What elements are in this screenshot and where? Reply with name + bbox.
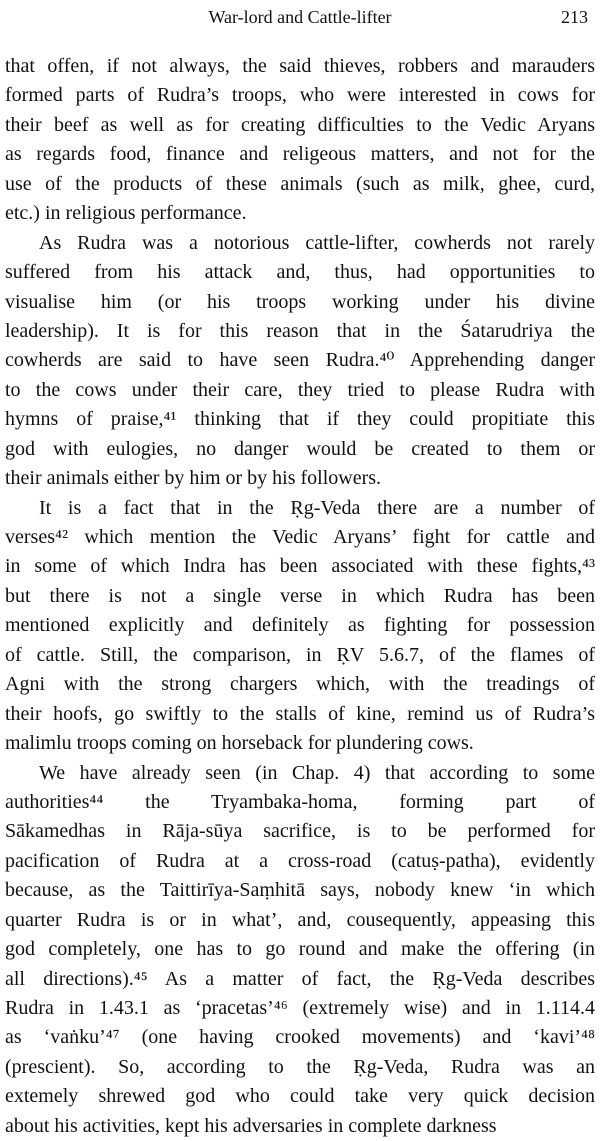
- text-line: mentioned explicitly and definitely as fighting for possession: [5, 611, 595, 640]
- paragraph: [5, 759, 595, 1141]
- text-line: formed parts of Rudra’s troops, who were interested in cows for: [5, 81, 595, 110]
- text-line: god with eulogies, no danger would be created to them or: [5, 435, 595, 464]
- text-line: that offen, if not always, the said thieves, robbers and marauders: [5, 52, 595, 81]
- page-number: 213: [561, 2, 588, 32]
- running-title: War-lord and Cattle-lifter: [0, 2, 600, 32]
- text-line: (prescient). So, according to the Ṛg-Veda, Rudra was an: [5, 1053, 595, 1082]
- text-line: We have already seen (in Chap. 4) that according to some: [5, 759, 595, 788]
- text-line: verses⁴² which mention the Vedic Aryans’ fight for cattle and: [5, 523, 595, 552]
- text-line: their hoofs, go swiftly to the stalls of kine, remind us of Rudra’s: [5, 700, 595, 729]
- text-line: Rudra in 1.43.1 as ‘pracetas’⁴⁶ (extremely wise) and in 1.114.4: [5, 994, 595, 1023]
- text-line: their animals either by him or by his followers.: [5, 464, 595, 493]
- text-line: etc.) in religious performance.: [5, 199, 595, 228]
- text-line: leadership). It is for this reason that in the Śatarudriya the: [5, 317, 595, 346]
- text-line: as regards food, finance and religeous matters, and not for the: [5, 140, 595, 169]
- text-line: pacification of Rudra at a cross-road (catuṣ-patha), evidently: [5, 847, 595, 876]
- running-head: [0, 2, 600, 32]
- text-line: malimlu troops coming on horseback for plundering cows.: [5, 729, 595, 758]
- text-line: quarter Rudra is or in what’, and, cousequently, appeasing this: [5, 906, 595, 935]
- text-line: visualise him (or his troops working under his divine: [5, 288, 595, 317]
- text-line: use of the products of these animals (such as milk, ghee, curd,: [5, 170, 595, 199]
- body-text: [5, 52, 595, 1141]
- text-line: in some of which Indra has been associated with these fights,⁴³: [5, 552, 595, 581]
- paragraph: [5, 494, 595, 759]
- text-line: but there is not a single verse in which Rudra has been: [5, 582, 595, 611]
- text-line: It is a fact that in the Ṛg-Veda there are a number of: [5, 494, 595, 523]
- text-line: all directions).⁴⁵ As a matter of fact, the Ṛg-Veda describes: [5, 965, 595, 994]
- text-line: their beef as well as for creating difficulties to the Vedic Aryans: [5, 111, 595, 140]
- text-line: because, as the Taittirīya-Saṃhitā says, nobody knew ‘in which: [5, 876, 595, 905]
- text-line: authorities⁴⁴ the Tryambaka-homa, forming part of: [5, 788, 595, 817]
- text-line: extemely shrewed god who could take very quick decision: [5, 1082, 595, 1111]
- text-line: Sākamedhas in Rāja-sūya sacrifice, is to be performed for: [5, 817, 595, 846]
- text-line: Agni with the strong chargers which, with the treadings of: [5, 670, 595, 699]
- text-line: god completely, one has to go round and make the offering (in: [5, 935, 595, 964]
- paragraph: [5, 52, 595, 229]
- text-line: hymns of praise,⁴¹ thinking that if they could propitiate this: [5, 405, 595, 434]
- text-line: of cattle. Still, the comparison, in ṚV 5.6.7, of the flames of: [5, 641, 595, 670]
- text-line: cowherds are said to have seen Rudra.⁴⁰ Apprehending danger: [5, 346, 595, 375]
- text-line: about his activities, kept his adversaries in complete darkness: [5, 1112, 595, 1141]
- text-line: suffered from his attack and, thus, had opportunities to: [5, 258, 595, 287]
- text-line: As Rudra was a notorious cattle-lifter, cowherds not rarely: [5, 229, 595, 258]
- text-line: as ‘vaṅku’⁴⁷ (one having crooked movements) and ‘kavi’⁴⁸: [5, 1023, 595, 1052]
- text-line: to the cows under their care, they tried to please Rudra with: [5, 376, 595, 405]
- paragraph: [5, 229, 595, 494]
